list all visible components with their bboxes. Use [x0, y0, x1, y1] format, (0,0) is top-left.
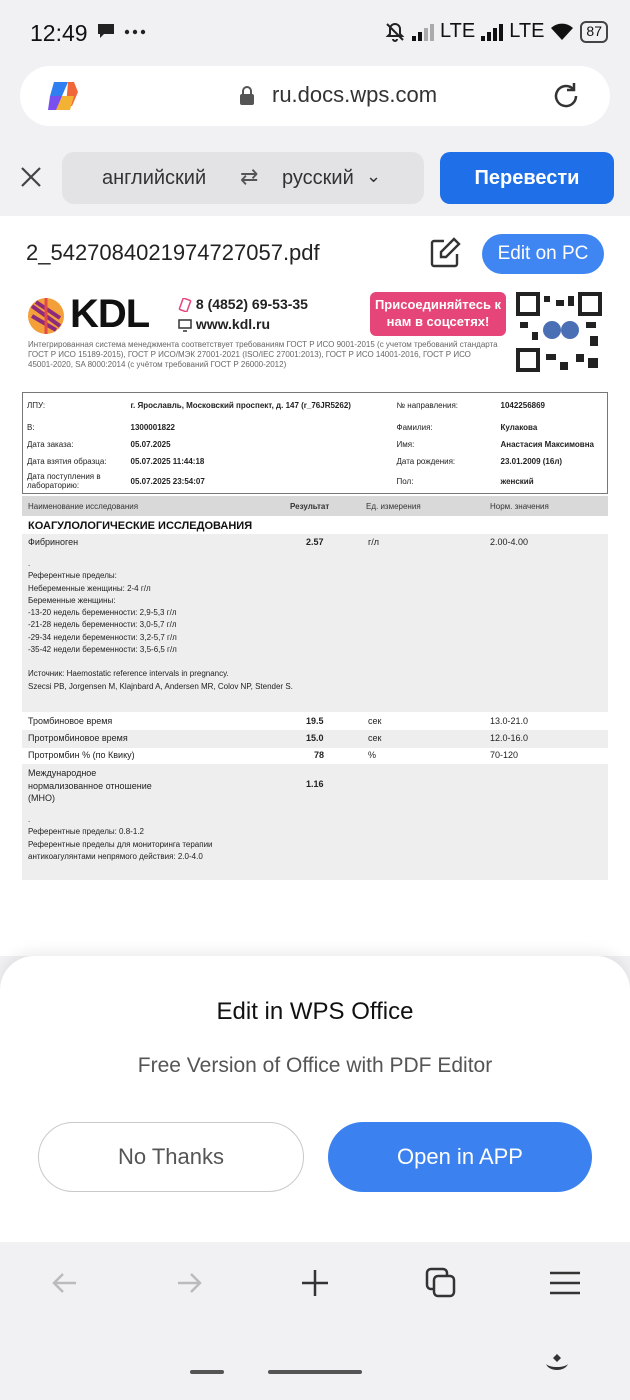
inr-name-line: Международное [28, 768, 97, 778]
inr-name [28, 767, 152, 805]
header-norm: Норм. значения [490, 502, 549, 511]
dob-value: 23.01.2009 (16л) [500, 456, 563, 466]
social-promo-badge: Присоединяйтесь к нам в соцсетях! [370, 292, 506, 336]
chat-bubble-icon [96, 22, 116, 40]
thrombin-name: Тромбиновое время [28, 716, 113, 726]
brand-name: KDL [70, 292, 150, 336]
note-line: -21-28 недель беременности: 3,0-5,7 г/л [28, 620, 177, 630]
back-arrow-icon[interactable] [48, 1266, 82, 1300]
signal-bars-icon-2 [481, 23, 503, 41]
note-line: Референтные пределы: 0.8-1.2 [28, 827, 144, 837]
thrombin-unit: сек [368, 716, 382, 726]
note-line: -35-42 недели беременности: 3,5-6,5 г/л [28, 645, 177, 655]
assistant-icon[interactable] [542, 1350, 572, 1380]
translate-button[interactable]: Перевести [440, 152, 614, 204]
website-text: www.kdl.ru [195, 316, 271, 332]
fibrinogen-norm: 2.00-4.00 [490, 537, 529, 547]
surname-value: Кулакова [500, 422, 538, 432]
sex-label: Пол: [396, 476, 414, 486]
lock-icon [238, 85, 256, 107]
header-unit: Ед. измерения [366, 502, 421, 511]
battery-indicator: 87 [580, 21, 608, 43]
fibrinogen-unit: г/л [368, 537, 380, 547]
certification-text: Интегрированная система менеджмента соответствует требованиям ГОСТ Р ИСО 9001-2015 (с учетом требований стандарта ГОСТ Р ИСО 15189-2015), ГОСТ Р ИСО/МЭК 27001-2021 (ISO/IEC 27001:2013), ГОСТ Р ИСО 14001-2016, ГОСТ Р ИСО 45001-2020, SA 8000:2014 (с учётом требований ГОСТ Р 26000-2012) [28, 340, 498, 369]
no-thanks-button[interactable]: No Thanks [38, 1122, 304, 1192]
sex-value: женский [500, 476, 534, 486]
phone-number [178, 296, 308, 312]
ref-label: № направления: [396, 401, 459, 411]
name-value: Анастасия Максимовна [500, 439, 595, 449]
pdf-document[interactable] [0, 292, 630, 956]
b-label: В: [27, 422, 35, 432]
name-label: Имя: [396, 439, 415, 449]
b-value: 1300001822 [130, 422, 175, 432]
results-header [22, 496, 608, 516]
inr-name-line: нормализованное отношение [28, 780, 152, 791]
inr-notes [28, 814, 213, 863]
inr-name-line: (МНО) [28, 793, 55, 803]
prothrombin-time-name: Протромбиновое время [28, 733, 128, 743]
address-bar[interactable] [20, 66, 610, 126]
menu-icon[interactable] [548, 1266, 582, 1300]
monitor-icon [178, 318, 192, 332]
wps-promo-sheet [0, 956, 630, 1242]
forward-arrow-icon[interactable] [172, 1266, 206, 1300]
note-line: антикоагулянтами непрямого действия: 2.0-4.0 [28, 851, 203, 861]
file-name: 2_5427084021974727057.pdf [26, 240, 320, 265]
lpu-label: ЛПУ: [27, 401, 46, 411]
translate-bar [0, 140, 630, 216]
file-header [0, 216, 630, 292]
lpu-value: г. Ярославль, Московский проспект, д. 147 (r_76JR5262) [130, 401, 351, 411]
wifi-icon [550, 22, 574, 42]
sample-date-label: Дата взятия образца: [27, 456, 107, 466]
note-line: Референтные пределы: [28, 571, 117, 581]
network-label-2: LTE [509, 20, 545, 42]
swap-languages-icon[interactable]: ⇄ [240, 164, 259, 189]
signal-bars-icon [412, 23, 434, 41]
prothrombin-time-norm: 12.0-16.0 [490, 733, 529, 743]
gesture-handle-short [190, 1370, 224, 1374]
note-line: Беременные женщины: [28, 595, 116, 605]
note-line: -29-34 недели беременности: 3,2-5,7 г/л [28, 632, 177, 642]
phone-text: 8 (4852) 69-53-35 [195, 296, 308, 312]
reload-icon[interactable] [550, 80, 582, 112]
browser-nav-bar [0, 1242, 630, 1400]
note-line [28, 656, 293, 668]
notification-icons [96, 22, 147, 45]
note-line: Szecsi PB, Jorgensen M, Klajnbard A, Andersen MR, Colov NP, Stender S. [28, 681, 293, 691]
mute-bell-icon [384, 21, 406, 43]
thrombin-result: 19.5 [306, 716, 324, 726]
received-date-value: 05.07.2025 23:54:07 [130, 476, 205, 486]
source-language[interactable]: английский [102, 167, 207, 189]
prothrombin-pct-result: 78 [314, 750, 325, 760]
prothrombin-pct-unit: % [368, 750, 377, 760]
edit-on-pc-button[interactable]: Edit on PC [482, 234, 604, 274]
sheet-title: Edit in WPS Office [216, 998, 414, 1025]
fibrinogen-name: Фибриноген [28, 537, 79, 547]
header-test: Наименование исследования [28, 502, 139, 511]
kdl-logo-icon [26, 296, 66, 336]
note-line: Референтные пределы для мониторинга терапии [28, 839, 213, 849]
note-line: Источник: Haemostatic reference intervals in pregnancy. [28, 669, 229, 679]
phone-icon [178, 298, 192, 312]
fibrinogen-notes [28, 558, 293, 693]
surname-label: Фамилия: [396, 422, 433, 432]
note-line: -13-20 недель беременности: 2,9-5,3 г/л [28, 608, 177, 618]
section-title: КОАГУЛОЛОГИЧЕСКИЕ ИССЛЕДОВАНИЯ [28, 520, 253, 532]
note-line: . [28, 815, 31, 824]
network-label-1: LTE [440, 20, 476, 42]
clock: 12:49 [30, 20, 88, 46]
prothrombin-pct-norm: 70-120 [490, 750, 519, 760]
fibrinogen-result: 2.57 [306, 537, 324, 547]
chevron-down-icon[interactable]: ⌄ [366, 166, 382, 186]
note-line: Небеременные женщины: 2-4 г/л [28, 583, 151, 593]
prothrombin-time-result: 15.0 [306, 733, 324, 743]
status-bar [0, 0, 630, 66]
system-icons [384, 20, 608, 43]
website [178, 316, 270, 332]
received-date-label: Дата поступления в лабораторию: [27, 472, 101, 491]
patient-info-table [22, 392, 608, 494]
close-icon[interactable] [18, 164, 44, 190]
inr-result: 1.16 [306, 779, 324, 789]
new-tab-plus-icon[interactable] [298, 1266, 332, 1300]
edit-icon[interactable] [428, 236, 462, 270]
more-dots-icon [123, 22, 147, 40]
copilot-logo-icon[interactable] [46, 80, 82, 112]
prothrombin-pct-name: Протромбин % (по Квику) [28, 750, 135, 760]
open-in-app-button[interactable]: Open in APP [328, 1122, 592, 1192]
dob-label: Дата рождения: [396, 456, 456, 466]
language-selector[interactable] [62, 152, 424, 204]
order-date-label: Дата заказа: [27, 439, 74, 449]
ref-value: 1042256869 [500, 401, 545, 411]
prothrombin-time-unit: сек [368, 733, 382, 743]
order-date-value: 05.07.2025 [130, 439, 171, 449]
sample-date-value: 05.07.2025 11:44:18 [130, 456, 205, 466]
note-line: . [28, 559, 31, 568]
target-language[interactable]: русский [282, 167, 354, 189]
sheet-subtitle: Free Version of Office with PDF Editor [137, 1054, 493, 1077]
gesture-handle [268, 1370, 362, 1374]
tabs-icon[interactable] [424, 1266, 458, 1300]
qr-code-icon [516, 292, 602, 372]
url-text[interactable]: ru.docs.wps.com [272, 82, 438, 107]
header-result: Результат [290, 502, 330, 511]
thrombin-norm: 13.0-21.0 [490, 716, 529, 726]
